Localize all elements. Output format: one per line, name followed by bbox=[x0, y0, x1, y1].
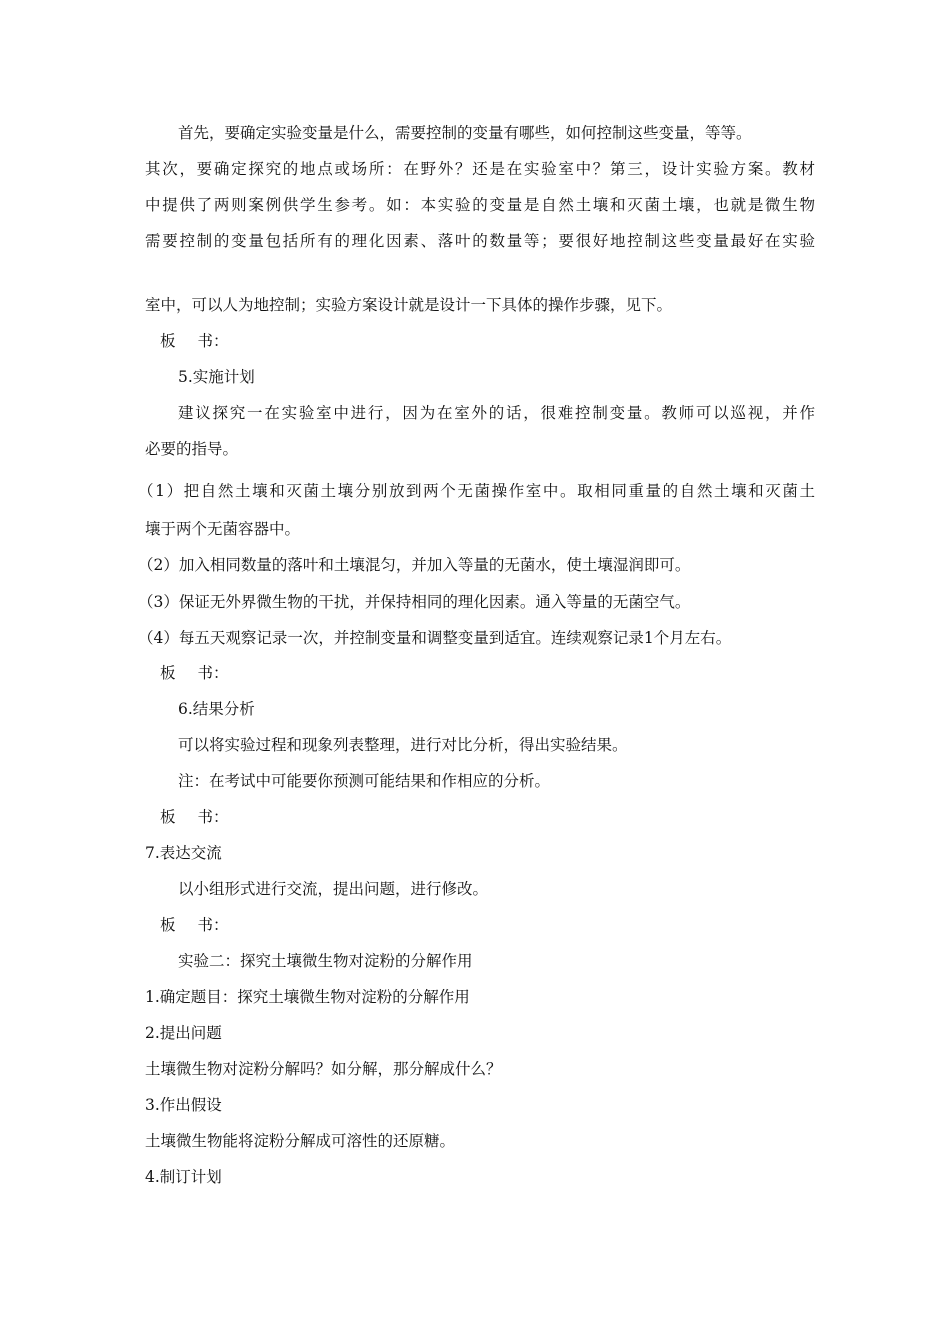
board-char: 板 bbox=[160, 808, 176, 826]
section-heading: 7.表达交流 bbox=[145, 844, 222, 862]
step-line: （4）每五天观察记录一次，并控制变量和调整变量到适宜。连续观察记录1个月左右。 bbox=[138, 629, 732, 647]
paragraph-line: 以小组形式进行交流，提出问题，进行修改。 bbox=[178, 880, 489, 898]
step-line: 壤于两个无菌容器中。 bbox=[145, 520, 301, 538]
step-line: （2）加入相同数量的落叶和土壤混匀，并加入等量的无菌水，使土壤湿润即可。 bbox=[138, 556, 691, 574]
section-heading: 3.作出假设 bbox=[145, 1096, 222, 1114]
section-heading: 4.制订计划 bbox=[145, 1168, 222, 1186]
section-heading: 6.结果分析 bbox=[178, 700, 255, 718]
board-label bbox=[160, 915, 229, 935]
paragraph-line: 注：在考试中可能要你预测可能结果和作相应的分析。 bbox=[178, 772, 551, 790]
paragraph-line: 土壤微生物对淀粉分解吗？如分解，那分解成什么？ bbox=[145, 1060, 502, 1078]
board-char: 板 bbox=[160, 664, 176, 682]
section-heading: 1.确定题目：探究土壤微生物对淀粉的分解作用 bbox=[145, 988, 470, 1006]
step-line: （3）保证无外界微生物的干扰，并保持相同的理化因素。通入等量的无菌空气。 bbox=[138, 593, 691, 611]
paragraph-line: 必要的指导。 bbox=[145, 440, 239, 458]
board-char: 书： bbox=[197, 808, 229, 826]
board-char: 书： bbox=[197, 664, 229, 682]
board-char: 书： bbox=[197, 916, 229, 934]
paragraph-line: 其次，要确定探究的地点或场所：在野外？还是在实验室中？第三，设计实验方案。教材 bbox=[145, 160, 815, 178]
board-char: 板 bbox=[160, 332, 176, 350]
paragraph-line: 土壤微生物能将淀粉分解成可溶性的还原糖。 bbox=[145, 1132, 456, 1150]
paragraph-line: 室中，可以人为地控制；实验方案设计就是设计一下具体的操作步骤，见下。 bbox=[145, 296, 673, 314]
paragraph-line: 首先，要确定实验变量是什么，需要控制的变量有哪些，如何控制这些变量，等等。 bbox=[178, 124, 752, 142]
experiment-title: 实验二：探究土壤微生物对淀粉的分解作用 bbox=[178, 952, 473, 970]
paragraph-line: 可以将实验过程和现象列表整理，进行对比分析，得出实验结果。 bbox=[178, 736, 628, 754]
paragraph-line: 中提供了两则案例供学生参考。如：本实验的变量是自然土壤和灭菌土壤，也就是微生物 bbox=[145, 196, 815, 214]
paragraph-line: 建议探究一在实验室中进行，因为在室外的话，很难控制变量。教师可以巡视，并作 bbox=[178, 404, 815, 422]
board-char: 板 bbox=[160, 916, 176, 934]
board-label bbox=[160, 663, 229, 683]
board-label bbox=[160, 807, 229, 827]
paragraph-line: 需要控制的变量包括所有的理化因素、落叶的数量等；要很好地控制这些变量最好在实验 bbox=[145, 232, 815, 250]
section-heading: 5.实施计划 bbox=[178, 368, 255, 386]
step-line: （1）把自然土壤和灭菌土壤分别放到两个无菌操作室中。取相同重量的自然土壤和灭菌土 bbox=[138, 482, 815, 500]
section-heading: 2.提出问题 bbox=[145, 1024, 222, 1042]
board-label bbox=[160, 331, 229, 351]
board-char: 书： bbox=[197, 332, 229, 350]
